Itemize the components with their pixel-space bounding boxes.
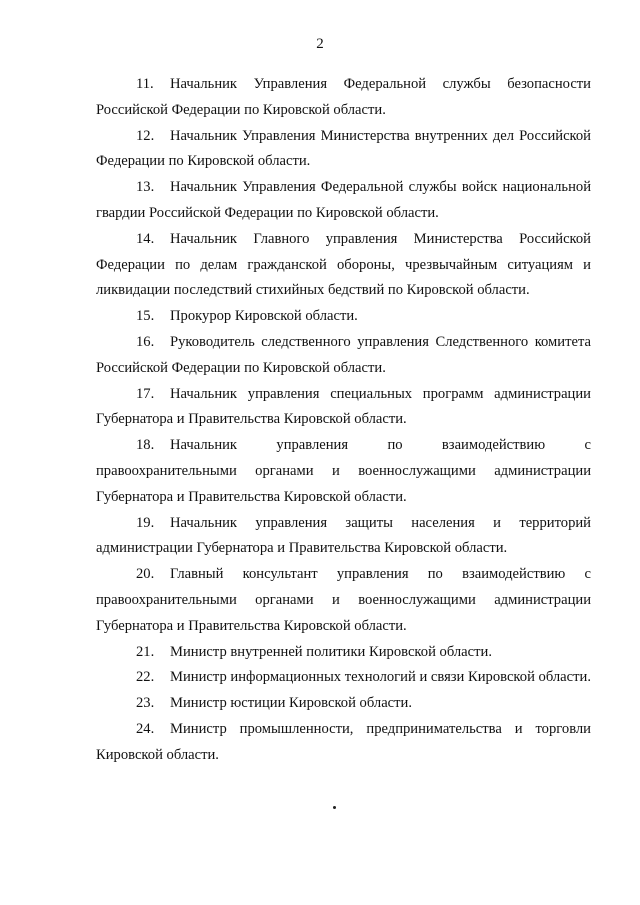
item-number: 16. xyxy=(136,333,155,350)
page-number: 2 xyxy=(316,36,324,52)
item-number: 13. xyxy=(136,179,155,196)
item-text: Начальник управления защиты населения и территорий администрации Губернатора и Правительства Кировской области. xyxy=(96,514,591,557)
list-item-13 xyxy=(96,175,591,227)
list-item-16 xyxy=(96,330,591,382)
list-item-19 xyxy=(96,511,591,563)
item-number: 15. xyxy=(136,308,155,325)
item-text: Главный консультант управления по взаимодействию с правоохранительными органами и военнослужащими администрации Губернатора и Правительства Кировской области. xyxy=(96,566,591,634)
scan-speck xyxy=(333,806,336,809)
item-number: 24. xyxy=(136,720,155,737)
item-text: Министр юстиции Кировской области. xyxy=(170,695,412,712)
list-item-18 xyxy=(96,433,591,510)
item-number: 20. xyxy=(136,566,155,583)
item-number: 11. xyxy=(136,76,154,92)
list-item-14 xyxy=(96,227,591,304)
item-text: Начальник Управления Федеральной службы безопасности Российской Федерации по Кировской области. xyxy=(96,76,591,118)
list-item-24 xyxy=(96,717,591,769)
item-text: Начальник Главного управления Министерства Российской Федерации по делам гражданской обороны, чрезвычайным ситуациям и ликвидации последствий стихийных бедствий по Кировской области. xyxy=(96,230,591,299)
item-number: 12. xyxy=(136,127,155,144)
list-item-12 xyxy=(96,124,591,176)
item-number: 19. xyxy=(136,514,155,531)
list-item-15 xyxy=(96,304,591,330)
item-number: 18. xyxy=(136,437,155,454)
item-text: Начальник управления по взаимодействию с правоохранительными органами и военнослужащими администрации Губернатора и Правительства Кировской области. xyxy=(96,437,591,505)
list-item-17 xyxy=(96,382,591,434)
item-number: 21. xyxy=(136,643,155,660)
item-text: Министр внутренней политики Кировской области. xyxy=(170,643,492,660)
item-text: Начальник Управления Министерства внутренних дел Российской Федерации по Кировской области. xyxy=(96,127,591,170)
item-number: 14. xyxy=(136,230,155,247)
list-item-11 xyxy=(96,72,591,124)
list-item-21 xyxy=(96,640,591,666)
list-item-22 xyxy=(96,665,591,691)
item-text: Начальник управления специальных программ администрации Губернатора и Правительства Кировской области. xyxy=(96,385,591,428)
item-text: Начальник Управления Федеральной службы войск национальной гвардии Российской Федерации по Кировской области. xyxy=(96,179,591,221)
numbered-list xyxy=(96,72,591,769)
item-number: 22. xyxy=(136,669,155,686)
item-text: Министр информационных технологий и связи Кировской области. xyxy=(170,669,591,686)
item-number: 23. xyxy=(136,695,155,712)
item-number: 17. xyxy=(136,385,155,402)
list-item-20 xyxy=(96,562,591,639)
list-item-23 xyxy=(96,691,591,717)
item-text: Руководитель следственного управления Следственного комитета Российской Федерации по Кировской области. xyxy=(96,333,591,376)
item-text: Министр промышленности, предпринимательства и торговли Кировской области. xyxy=(96,720,591,763)
item-text: Прокурор Кировской области. xyxy=(170,308,358,325)
